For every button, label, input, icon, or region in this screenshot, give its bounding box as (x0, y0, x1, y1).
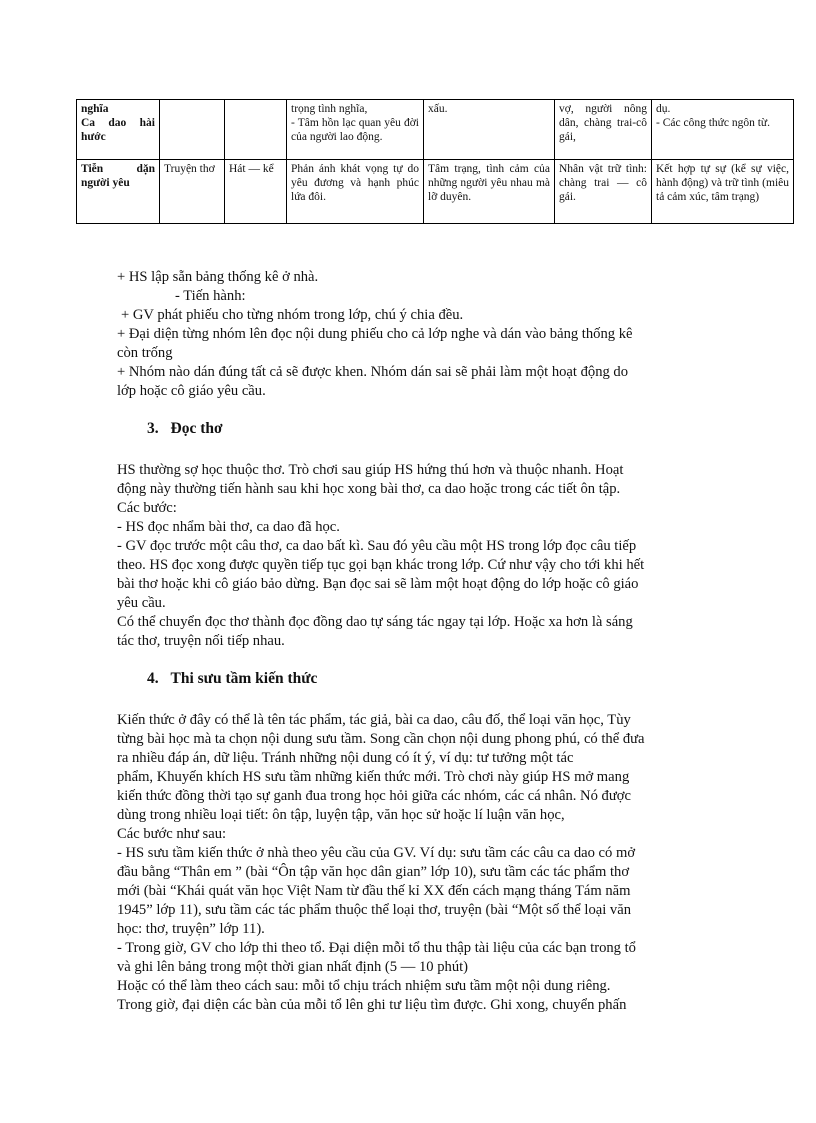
text-line: còn trống (117, 345, 173, 361)
table-row (77, 160, 794, 224)
text-line: dùng trong nhiều loại tiết: ôn tập, luyện tập, văn học sử hoặc lí luận văn học, (117, 807, 565, 823)
text-line: động này thường tiến hành sau khi học xong bài thơ, ca dao hoặc trong các tiết ôn tập. (117, 481, 621, 497)
table-cell: xấu. (424, 100, 555, 160)
text-line: yêu cầu. (117, 595, 166, 611)
text-line: Các bước: (117, 500, 177, 516)
text-line: tác thơ, truyện nối tiếp nhau. (117, 633, 285, 649)
table-cell: trọng tình nghĩa, - Tâm hồn lạc quan yêu đời của người lao động. (287, 100, 424, 160)
table-cell: Phản ánh khát vọng tự do yêu đương và hạnh phúc lứa đôi. (287, 160, 424, 224)
text-line: học: thơ, truyện” lớp 11). (117, 921, 265, 937)
text-line: phẩm, Khuyến khích HS sưu tầm những kiến thức mới. Trò chơi này giúp HS mở mang (117, 769, 630, 785)
table-cell: vợ, người nông dân, chàng trai-cô gái, (555, 100, 652, 160)
text-line: Trong giờ, đại diện các bàn của mỗi tổ lên ghi tư liệu tìm được. Ghi xong, chuyển phấn (117, 997, 627, 1013)
heading-title: Thi sưu tầm kiến thức (170, 670, 318, 687)
text-line: - HS đọc nhẩm bài thơ, ca dao đã học. (117, 519, 340, 535)
text-line: mới (bài “Khái quát văn học Việt Nam từ đầu thế kỉ XX đến cách mạng tháng Tám năm (117, 883, 631, 899)
table-cell: Truyện thơ (160, 160, 225, 224)
text-line: + HS lập sẵn bảng thống kê ở nhà. (117, 269, 319, 285)
section-heading (147, 670, 317, 688)
text-line: HS thường sợ học thuộc thơ. Trò chơi sau giúp HS hứng thú hơn và thuộc nhanh. Hoạt (117, 462, 624, 478)
text-line: đầu bằng “Thân em ” (bài “Ôn tập văn học dân gian” lớp 10), sưu tầm các tác phẩm thơ (117, 864, 630, 880)
heading-number: 3. (147, 420, 159, 437)
text-line: + GV phát phiếu cho từng nhóm trong lớp, chú ý chia đều. (121, 307, 464, 323)
steps-paragraph (117, 268, 697, 401)
text-line: bài thơ hoặc khi cô giáo bảo dừng. Bạn đọc sai sẽ làm một hoạt động do lớp hoặc cô giáo (117, 576, 639, 592)
heading-title: Đọc thơ (170, 420, 223, 437)
text-line: lớp hoặc cô giáo yêu cầu. (117, 383, 266, 399)
heading-number: 4. (147, 670, 159, 687)
table-cell: Kết hợp tự sự (kể sự việc, hành động) và trữ tình (miêu tả cảm xúc, tâm trạng) (652, 160, 794, 224)
table-cell: Tiễn dặn người yêu (77, 160, 160, 224)
text-line: + Đại diện từng nhóm lên đọc nội dung phiếu cho cả lớp nghe và dán vào bảng thống kê (117, 326, 633, 342)
section-heading (147, 420, 223, 438)
table-cell (225, 100, 287, 160)
text-line: từng bài học mà ta chọn nội dung sưu tầm. Song cần chọn nội dung phong phú, có thể đưa (117, 731, 645, 747)
text-line: - Tiến hành: (175, 288, 246, 304)
text-line: Có thể chuyển đọc thơ thành đọc đồng dao tự sáng tác ngay tại lớp. Hoặc xa hơn là sáng (117, 614, 633, 630)
text-line: 1945” lớp 11), sưu tầm các tác phẩm thuộc thể loại thơ, truyện (bài “Một số thể loại văn (117, 902, 631, 918)
summary-table (76, 99, 794, 224)
table-cell: Nhân vật trữ tình: chàng trai — cô gái. (555, 160, 652, 224)
text-line: - Trong giờ, GV cho lớp thi theo tổ. Đại diện mỗi tổ thu thập tài liệu của các bạn trong tổ (117, 940, 636, 956)
text-line: - GV đọc trước một câu thơ, ca dao bất kì. Sau đó yêu cầu một HS trong lớp đọc câu tiếp (117, 538, 637, 554)
table-cell: Tâm trạng, tình cảm của những người yêu nhau mà lỡ duyên. (424, 160, 555, 224)
text-line: - HS sưu tầm kiến thức ở nhà theo yêu cầu của GV. Ví dụ: sưu tầm các câu ca dao có mở (117, 845, 636, 861)
table-row (77, 100, 794, 160)
table-cell: dụ. - Các công thức ngôn từ. (652, 100, 794, 160)
text-line: Các bước như sau: (117, 826, 227, 842)
text-line: và ghi lên bảng trong một thời gian nhất định (5 — 10 phút) (117, 959, 469, 975)
table-cell (160, 100, 225, 160)
table-cell: nghĩa Ca dao hài hước (77, 100, 160, 160)
section4-paragraph (117, 711, 697, 1015)
text-line: + Nhóm nào dán đúng tất cả sẽ được khen. Nhóm dán sai sẽ phải làm một hoạt động do (117, 364, 629, 380)
text-line: Kiến thức ở đây có thể là tên tác phẩm, tác giả, bài ca dao, câu đố, thể loại văn học, Tùy (117, 712, 631, 728)
text-line: Hoặc có thể làm theo cách sau: mỗi tổ chịu trách nhiệm sưu tầm một nội dung riêng. (117, 978, 611, 994)
text-line: kiến thức đồng thời tạo sự ganh đua trong học hỏi giữa các nhóm, các cá nhân. Nó được (117, 788, 631, 804)
text-line: theo. HS đọc xong được quyền tiếp tục gọi bạn khác trong lớp. Cứ như vậy cho tới khi hết (117, 557, 645, 573)
section3-paragraph (117, 461, 697, 651)
text-line: ra nhiều đáp án, dữ liệu. Tránh những nội dung có ít ý, ví dụ: tư tưởng một tác (117, 750, 574, 766)
table-cell: Hát — kể (225, 160, 287, 224)
